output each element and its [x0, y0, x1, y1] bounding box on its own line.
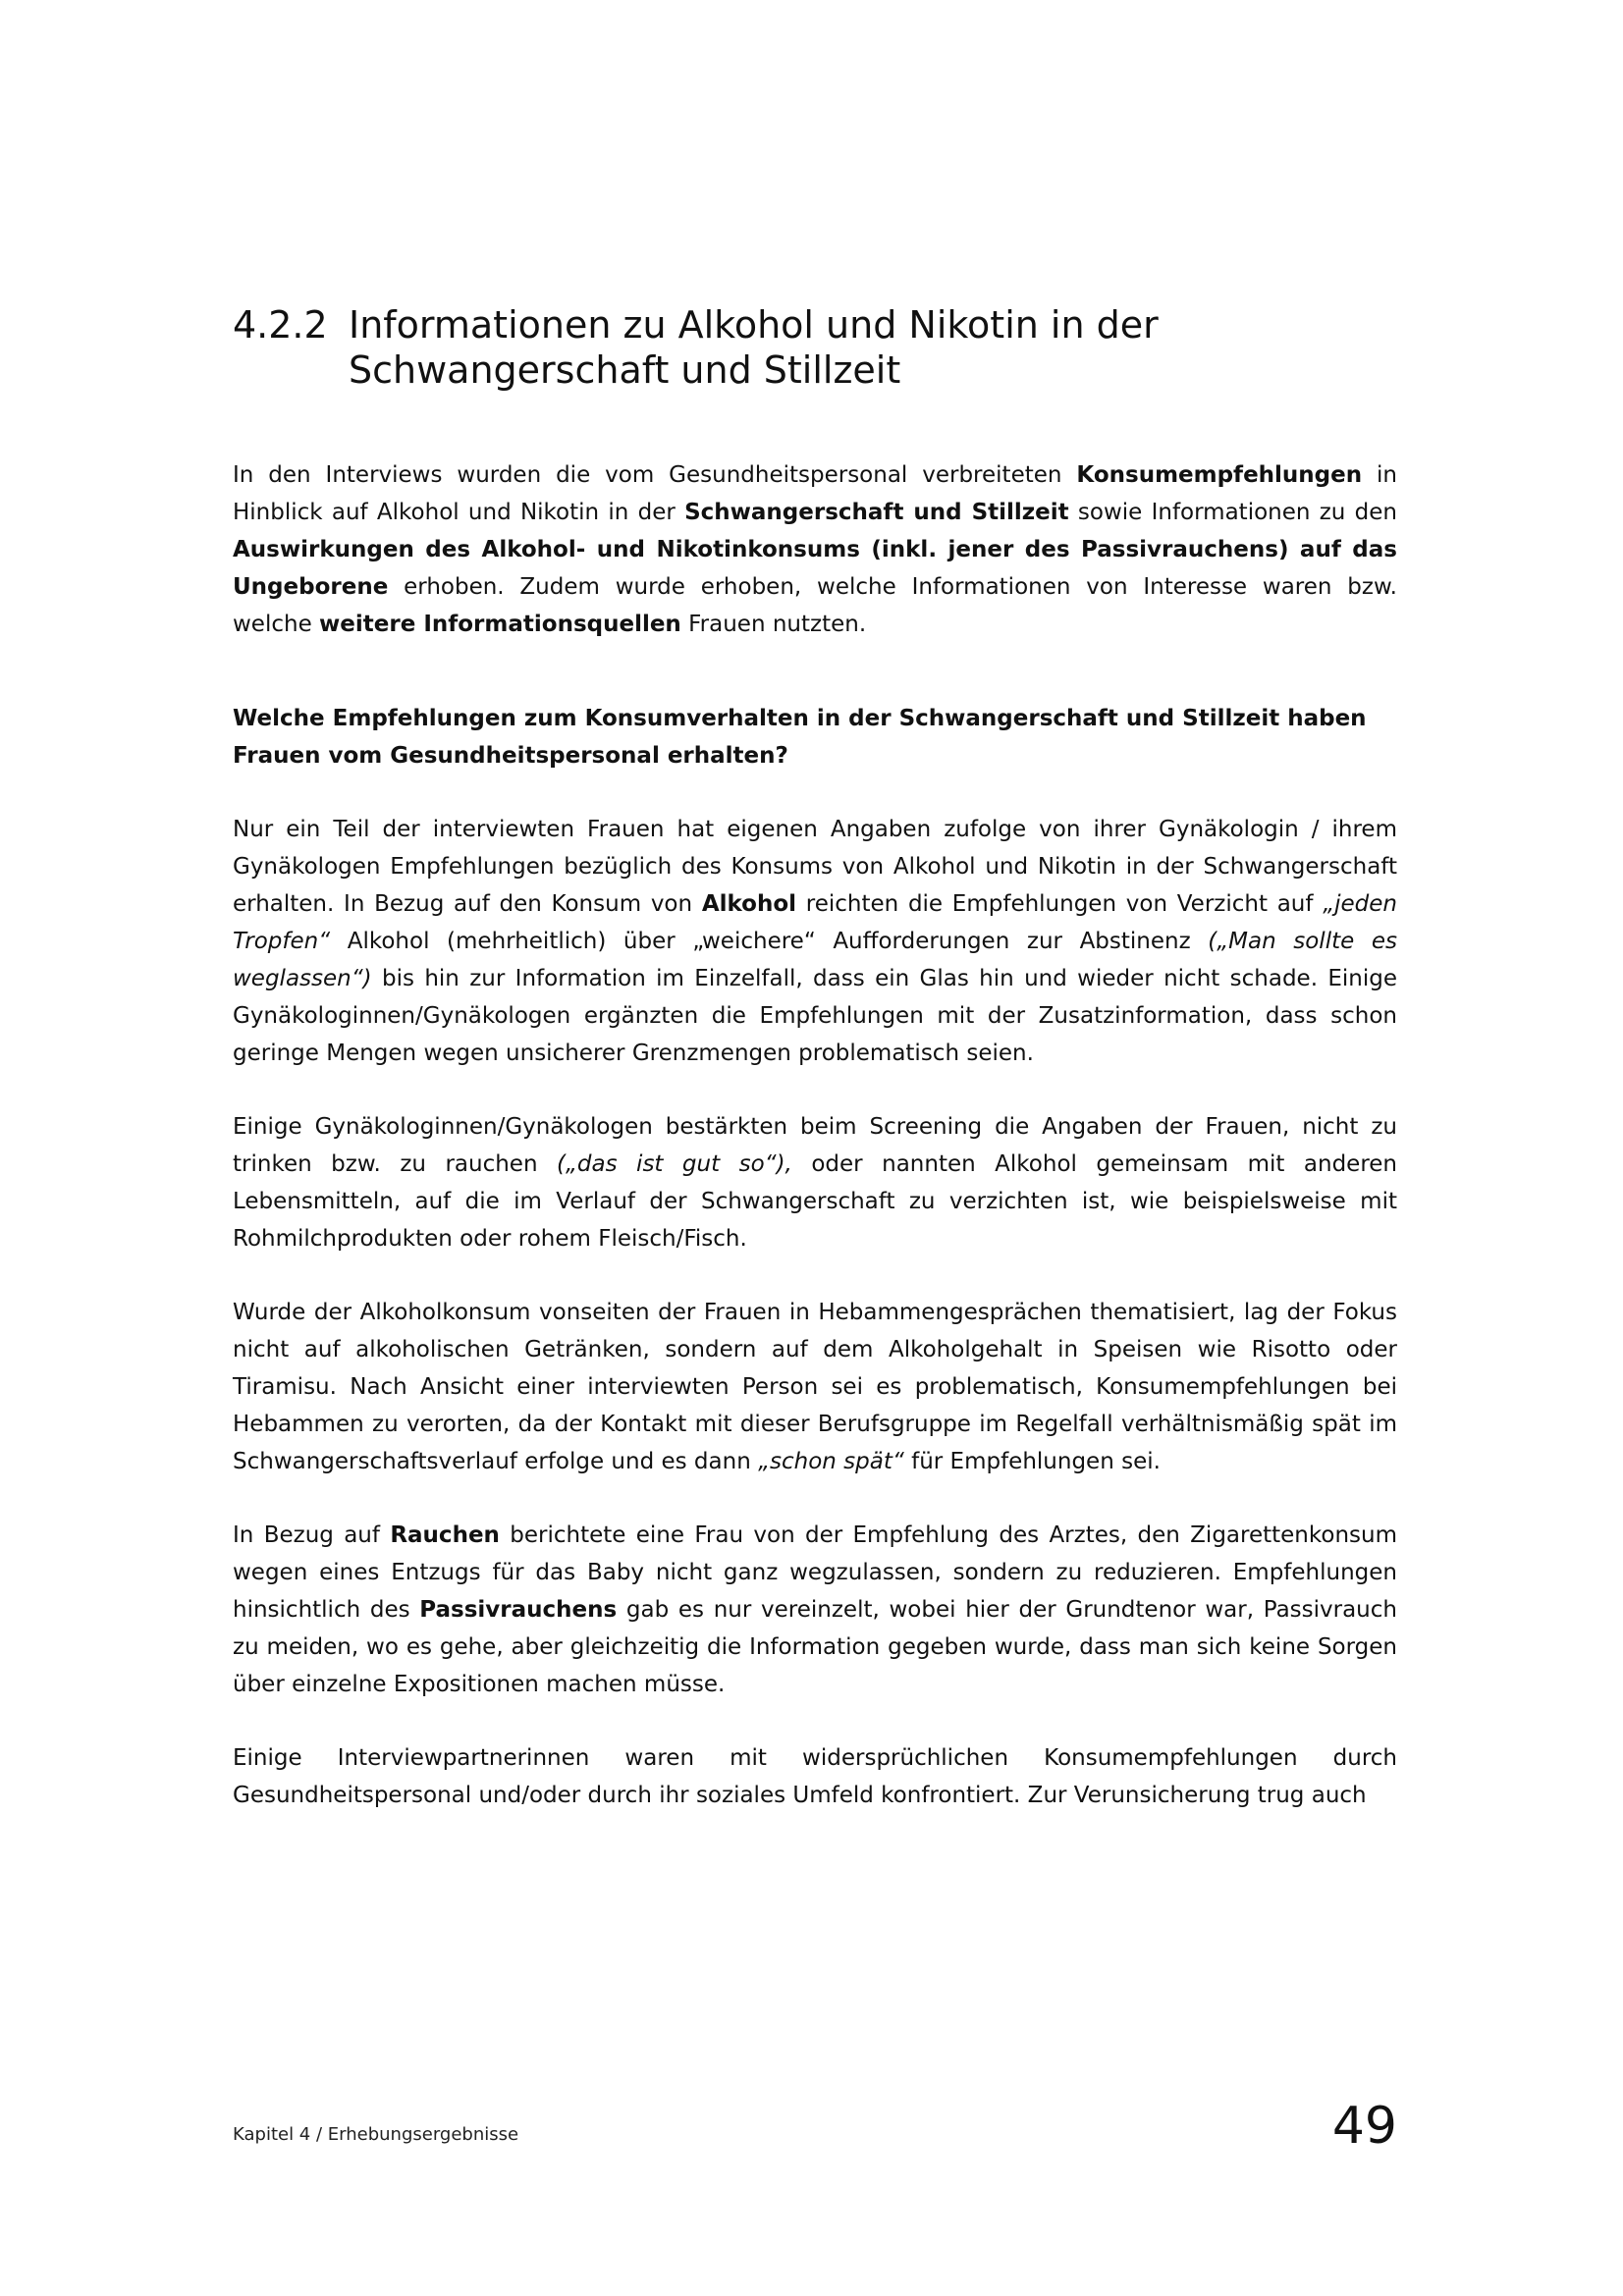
keyword-informationsquellen: weitere Informationsquellen	[319, 612, 681, 637]
quote-schon-spaet: „schon spät“	[758, 1449, 904, 1474]
keyword-passivrauchens: Passivrauchens	[419, 1597, 618, 1623]
paragraph-screening: Einige Gynäkologinnen/Gynäkologen bestärkten beim Screening die Angaben der Frauen, nicht zu trinken bzw. zu rauchen („das ist gut so“), oder nannten Alkohol gemeinsam mit anderen Lebensmitteln, auf die im Verlauf der Schwangerschaft zu verzichten ist, wie beispielsweise mit Rohmilchprodukten oder rohem Fleisch/Fisch.	[233, 1114, 1398, 1252]
quote-gut-so: („das ist gut so“),	[557, 1151, 792, 1177]
paragraph-alkohol: Nur ein Teil der interviewten Frauen hat eigenen Angaben zufolge von ihrer Gynäkologin / ihrem Gynäkologen Empfehlungen bezüglich des Konsums von Alkohol und Nikotin in der Schwangerschaft erhalten. In Bezug auf den Konsum von Alkohol reichten die Empfehlungen von Verzicht auf „jeden Tropfen“ Alkohol (mehrheitlich) über „weichere“ Aufforderungen zur Abstinenz („Man sollte es weglassen“) bis hin zur Information im Einzelfall, dass ein Glas hin und wieder nicht schade. Einige Gynäkologinnen/Gynäkologen ergänzten die Empfehlungen mit der Zusatzinformation, dass schon geringe Mengen wegen unsicherer Grenzmengen problematisch seien.	[233, 817, 1397, 1066]
section-title-line2: Schwangerschaft und Stillzeit	[349, 348, 901, 392]
quote-jeden-tropfen: „jeden Tropfen“	[233, 891, 1397, 954]
quote-man-sollte: („Man sollte es weglassen“)	[233, 929, 1397, 991]
footer-chapter-label: Kapitel 4 / Erhebungsergebnisse	[233, 2124, 519, 2145]
keyword-rauchen: Rauchen	[390, 1522, 500, 1548]
paragraph-widerspruechlich: Einige Interviewpartnerinnen waren mit widersprüchlichen Konsumempfehlungen durch Gesundheitspersonal und/oder durch ihr soziales Umfeld konfrontiert. Zur Verunsicherung trug auch	[233, 1745, 1397, 1808]
keyword-konsumempfehlungen: Konsumempfehlungen	[1076, 462, 1363, 488]
section-heading	[233, 302, 1411, 393]
keyword-auswirkungen: Auswirkungen des Alkohol- und Nikotinkonsums (inkl. jener des Passivrauchens) auf das Ungeborene	[233, 537, 1397, 600]
intro-paragraph: In den Interviews wurden die vom Gesundheitspersonal verbreiteten Konsumempfehlungen in Hinblick auf Alkohol und Nikotin in der Schwangerschaft und Stillzeit sowie Informationen zu den Auswirkungen des Alkohol- und Nikotinkonsums (inkl. jener des Passivrauchens) auf das Ungeborene erhoben. Zudem wurde erhoben, welche Informationen von Interesse waren bzw. welche weitere Informationsquellen Frauen nutzten.	[233, 462, 1398, 637]
paragraph-hebammen: Wurde der Alkoholkonsum vonseiten der Frauen in Hebammengesprächen thematisiert, lag der Fokus nicht auf alkoholischen Getränken, sondern auf dem Alkoholgehalt in Speisen wie Risotto oder Tiramisu. Nach Ansicht einer interviewten Person sei es problematisch, Konsumempfehlungen bei Hebammen zu verorten, da der Kontakt mit dieser Berufsgruppe im Regelfall verhältnismäßig spät im Schwangerschaftsverlauf erfolge und es dann „schon spät“ für Empfehlungen sei.	[233, 1300, 1397, 1474]
paragraph-rauchen: In Bezug auf Rauchen berichtete eine Frau von der Empfehlung des Arztes, den Zigarettenkonsum wegen eines Entzugs für das Baby nicht ganz wegzulassen, sondern zu reduzieren. Empfehlungen hinsichtlich des Passivrauchens gab es nur vereinzelt, wobei hier der Grundtenor war, Passivrauch zu meiden, wo es gehe, aber gleichzeitig die Information gegeben wurde, dass man sich keine Sorgen über einzelne Expositionen machen müsse.	[233, 1522, 1397, 1697]
section-title-line1: Informationen zu Alkohol und Nikotin in der	[349, 303, 1159, 347]
keyword-alkohol: Alkohol	[701, 891, 797, 917]
keyword-schwangerschaft-stillzeit: Schwangerschaft und Stillzeit	[684, 500, 1069, 525]
page-number: 49	[1331, 2097, 1397, 2156]
question-heading: Welche Empfehlungen zum Konsumverhalten in der Schwangerschaft und Stillzeit haben Frauen vom Gesundheitspersonal erhalten?	[233, 706, 1367, 769]
section-number: 4.2.2	[233, 303, 328, 347]
